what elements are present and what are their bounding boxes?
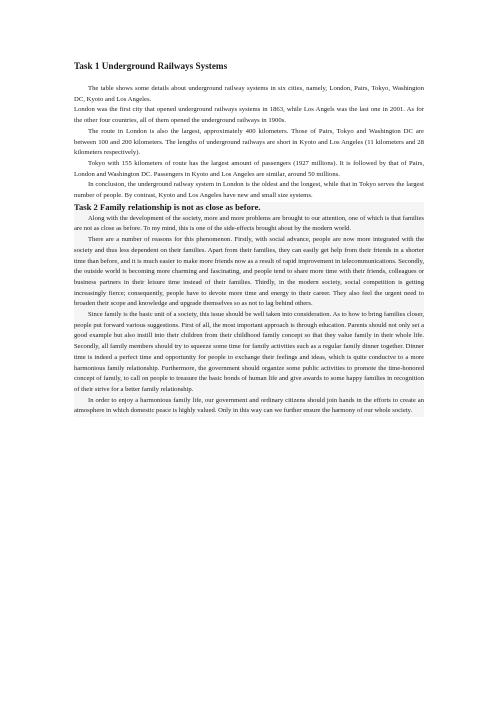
task1-paragraph-1: The table shows some details about underground railway systems in six cities, namely, London, Pairs, Tokyo, Washington DC, Kyoto and Los Angeles. [74, 85, 424, 103]
task2-paragraph-3: Since family is the basic unit of a society, this issue should be well taken into consideration. As to how to bring families closer, people put forward various suggestions. First of all, the most important approach is through education. Parents should not only set a good example but also instill into their children from their childhood family concept so that they value family in their whole life. Secondly, all family members should try to squeeze some time for family activities such as a regular family dinner together. Dinner time is indeed a perfect time and opportunity for people to exchange their feelings and ideas, which is quite conducive to a more harmonious family relationship. Furthermore, the government should organize some public activities to promote the time-honored concept of family, to call on people to treasure the basic bonds of human life and give awards to some happy families in recognition of their strive for a better family relationship. [74, 311, 424, 393]
task2-title: Task 2 Family relationship is not as close as before. [74, 201, 261, 212]
task1-paragraph-4: Tokyo with 155 kilometers of route has the largest amount of passengers (1927 millions). It is followed by that of Pairs, London and Washington DC. Passengers in Kyoto and Los Angeles are similar, around 50 millions. [74, 159, 424, 178]
task1-title: Task 1 Underground Railways Systems [74, 61, 228, 71]
task2-paragraph-4: In order to enjoy a harmonious family life, our government and ordinary citizens should join hands in the efforts to create an atmosphere in which domestic peace is highly valued. Only in this way can we further ensure the harmony of our whole society. [74, 396, 424, 415]
task2-paragraph-1: Along with the development of the society, more and more problems are brought to our attention, one of which is that families are not as close as before. To my mind, this is one of the side-effects brought about by the modern world. [74, 214, 424, 233]
document-page [74, 60, 424, 417]
task2-section [74, 202, 424, 417]
task2-paragraph-2: There are a number of reasons for this phenomenon. Firstly, with social advance, people are now more integrated with the society and thus less dependent on their families. Apart from their families, they can easily get help from their friends in a shorter time than before, and it is much easier to make more friends now as a result of rapid improvement in telecommunications. Secondly, the outside world is becoming more charming and fascinating, and people tend to share more time with their friends, colleagues or business partners in their leisure time instead of their families. Thirdly, in the modern society, social competition is getting increasingly fierce; consequently, people have to devote more time and energy to their career. They also feel the urgent need to broaden their scope and knowledge and upgrade themselves so as not to lag behind others. [74, 236, 424, 308]
task1-paragraph-5: In conclusion, the underground railway system in London is the oldest and the longest, while that in Tokyo serves the largest number of people. By contrast, Kyoto and Los Angeles have new and small size systems. [74, 181, 424, 200]
task1-paragraph-2: London was the first city that opened underground railways systems in 1863, while Los Angels was the last one in 2001. As for the other four countries, all of them opened the underground railways in 1900s. [74, 106, 424, 125]
task1-body [74, 84, 424, 202]
task1-paragraph-3: The route in London is also the largest, approximately 400 kilometers. Those of Pairs, Tokyo and Washington DC are between 100 and 200 kilometers. The lengths of underground railways are short in Kyoto and Los Angeles (11 kilometers and 28 kilometers respectively). [74, 127, 424, 157]
